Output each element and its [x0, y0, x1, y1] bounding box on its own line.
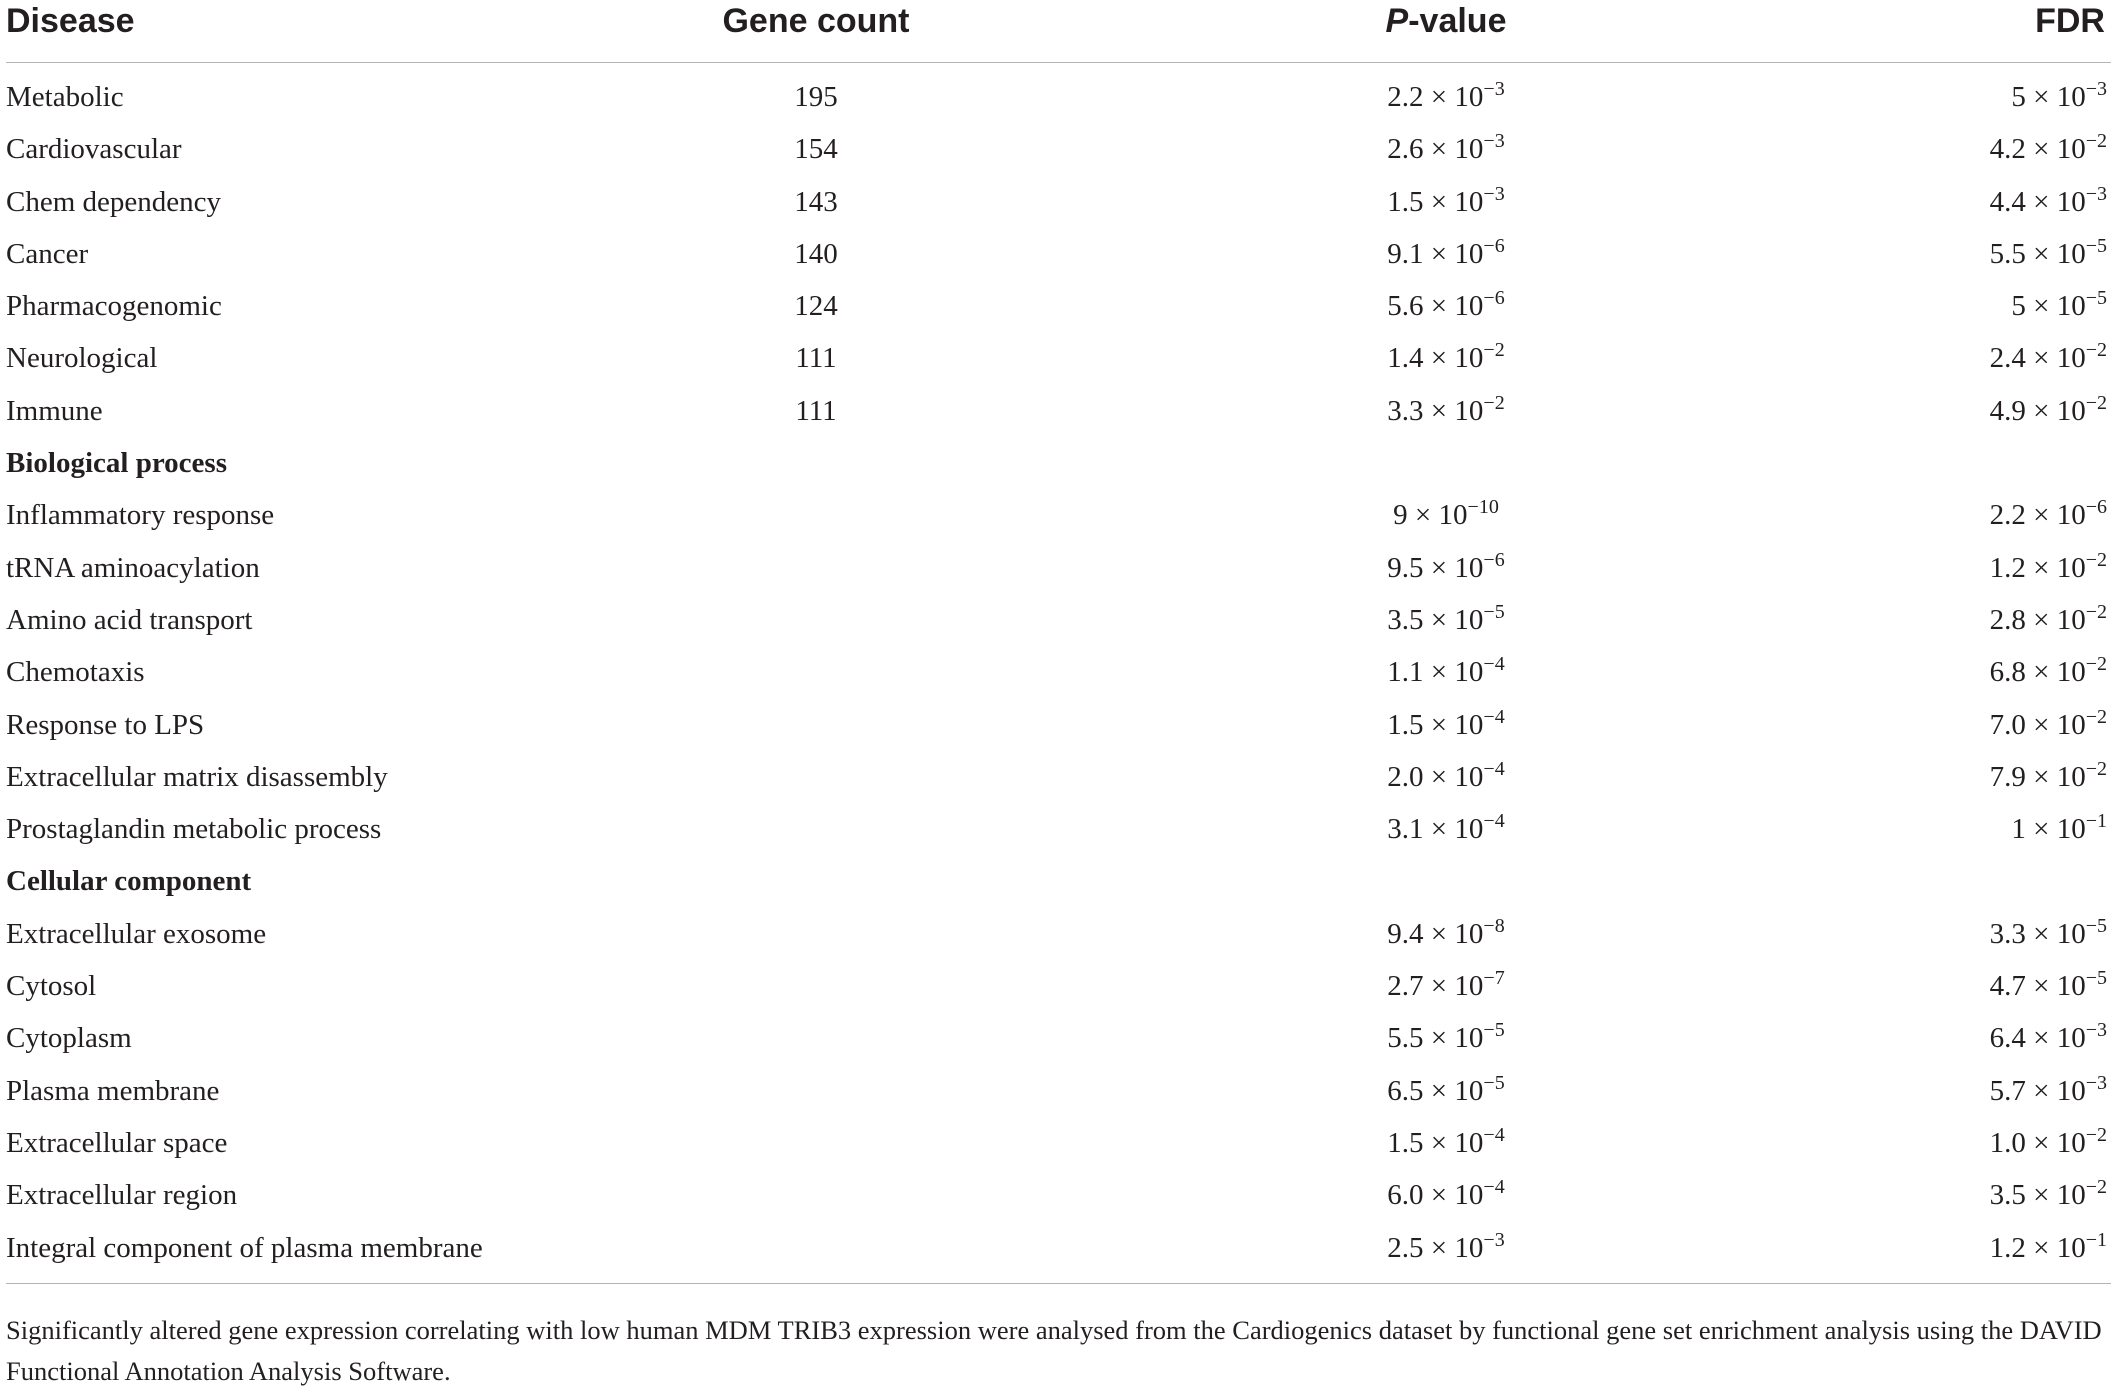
header-disease: Disease: [6, 2, 135, 40]
table-row: [6, 1171, 2111, 1223]
row-name: Chem dependency: [6, 185, 222, 218]
row-name: Cytosol: [6, 970, 97, 1003]
row-fdr: $5.5 \times 10^{-5}$: [1989, 234, 2107, 270]
table-row: [6, 1224, 2111, 1276]
row-p-value: $3.3 \times 10^{-2}$: [1387, 391, 1505, 427]
row-gene-count: 124: [794, 290, 838, 323]
row-fdr: $5 \times 10^{-5}$: [2011, 287, 2107, 323]
row-name: Neurological: [6, 342, 158, 375]
table-row: [6, 1067, 2111, 1119]
row-p-value: $9.4 \times 10^{-8}$: [1387, 914, 1505, 950]
table-row: [6, 334, 2111, 386]
row-p-value: $5.5 \times 10^{-5}$: [1387, 1019, 1505, 1055]
header-rule: [6, 62, 2111, 63]
table-row: [6, 753, 2111, 805]
row-fdr: $2.4 \times 10^{-2}$: [1989, 339, 2107, 375]
table-row: [6, 596, 2111, 648]
row-fdr: $1.0 \times 10^{-2}$: [1989, 1123, 2107, 1159]
table-row: [6, 387, 2111, 439]
header-gene-count: Gene count: [722, 2, 910, 40]
row-p-value: $1.5 \times 10^{-4}$: [1387, 1123, 1505, 1159]
row-name: Plasma membrane: [6, 1074, 220, 1107]
row-p-value: $1.5 \times 10^{-3}$: [1387, 182, 1505, 218]
row-fdr: $3.5 \times 10^{-2}$: [1989, 1176, 2107, 1212]
row-fdr: $7.9 \times 10^{-2}$: [1989, 757, 2107, 793]
table-row: [6, 230, 2111, 282]
row-p-value: $2.5 \times 10^{-3}$: [1387, 1228, 1505, 1264]
row-name: Integral component of plasma membrane: [6, 1231, 483, 1264]
row-name: Prostaglandin metabolic process: [6, 813, 382, 846]
row-name: Pharmacogenomic: [6, 290, 222, 323]
row-name: Amino acid transport: [6, 603, 253, 636]
row-fdr: $5.7 \times 10^{-3}$: [1989, 1071, 2107, 1107]
header-p-suffix: -value: [1408, 2, 1507, 40]
table-row: [6, 1014, 2111, 1066]
table-row: [6, 1119, 2111, 1171]
section-row: [6, 857, 2111, 909]
table-row: [6, 805, 2111, 857]
row-p-value: $5.6 \times 10^{-6}$: [1387, 287, 1505, 323]
bottom-rule: [6, 1283, 2111, 1284]
table-row: [6, 73, 2111, 125]
row-fdr: $2.2 \times 10^{-6}$: [1989, 496, 2107, 532]
table-header: [6, 0, 2111, 62]
table-footnote: Significantly altered gene expression correlating with low human MDM TRIB3 expression were analysed from the Cardiogenics dataset by functional gene set enrichment analysis using the DAVID Functional Annotation Analysis Software.: [6, 1315, 2102, 1386]
row-name: Chemotaxis: [6, 656, 145, 689]
table-body: [6, 73, 2111, 1276]
table-row: [6, 962, 2111, 1014]
table-row: [6, 178, 2111, 230]
section-row: [6, 439, 2111, 491]
row-p-value: $9.5 \times 10^{-6}$: [1387, 548, 1505, 584]
section-heading: Cellular component: [6, 865, 252, 898]
row-fdr: $4.2 \times 10^{-2}$: [1989, 130, 2107, 166]
row-p-value: $3.1 \times 10^{-4}$: [1387, 810, 1505, 846]
row-name: Inflammatory response: [6, 499, 275, 532]
row-p-value: $2.6 \times 10^{-3}$: [1387, 130, 1505, 166]
header-p-value: [1386, 2, 1507, 41]
row-fdr: $1.2 \times 10^{-1}$: [1989, 1228, 2107, 1264]
row-fdr: $4.9 \times 10^{-2}$: [1989, 391, 2107, 427]
row-name: Extracellular exosome: [6, 917, 267, 950]
row-fdr: $1 \times 10^{-1}$: [2011, 810, 2107, 846]
row-p-value: $3.5 \times 10^{-5}$: [1387, 600, 1505, 636]
row-gene-count: 195: [794, 81, 838, 113]
row-fdr: $5 \times 10^{-3}$: [2011, 78, 2107, 113]
row-fdr: $6.4 \times 10^{-3}$: [1989, 1019, 2107, 1055]
row-p-value: $6.0 \times 10^{-4}$: [1387, 1176, 1505, 1212]
section-heading: Biological process: [6, 447, 227, 480]
row-name: tRNA aminoacylation: [6, 551, 260, 584]
row-gene-count: 140: [794, 237, 838, 270]
row-gene-count: 154: [794, 133, 838, 166]
row-name: Cancer: [6, 237, 89, 270]
table-row: [6, 910, 2111, 962]
row-p-value: $2.7 \times 10^{-7}$: [1387, 967, 1505, 1003]
row-p-value: $9 \times 10^{-10}$: [1393, 496, 1499, 532]
enrichment-table: [6, 0, 2111, 1284]
table-row: [6, 701, 2111, 753]
table-row: [6, 282, 2111, 334]
table-row: [6, 125, 2111, 177]
row-fdr: $6.8 \times 10^{-2}$: [1989, 653, 2107, 689]
row-gene-count: 111: [795, 394, 837, 427]
row-name: Cardiovascular: [6, 133, 182, 166]
row-p-value: $1.1 \times 10^{-4}$: [1387, 653, 1505, 689]
row-fdr: $1.2 \times 10^{-2}$: [1989, 548, 2107, 584]
row-name: Response to LPS: [6, 708, 205, 741]
row-name: Extracellular matrix disassembly: [6, 760, 388, 793]
row-fdr: $2.8 \times 10^{-2}$: [1989, 600, 2107, 636]
row-fdr: $4.4 \times 10^{-3}$: [1989, 182, 2107, 218]
row-name: Metabolic: [6, 81, 124, 113]
header-p-letter: P: [1385, 2, 1409, 40]
row-name: Immune: [6, 394, 103, 427]
row-p-value: $6.5 \times 10^{-5}$: [1387, 1071, 1505, 1107]
table-row: [6, 491, 2111, 543]
header-fdr: FDR: [2035, 2, 2105, 40]
row-name: Cytoplasm: [6, 1022, 132, 1055]
table-row: [6, 648, 2111, 700]
row-gene-count: 111: [795, 342, 837, 375]
row-fdr: $3.3 \times 10^{-5}$: [1989, 914, 2107, 950]
row-gene-count: 143: [794, 185, 838, 218]
row-p-value: $9.1 \times 10^{-6}$: [1387, 234, 1505, 270]
row-name: Extracellular space: [6, 1126, 228, 1159]
row-p-value: $2.0 \times 10^{-4}$: [1387, 757, 1505, 793]
row-fdr: $4.7 \times 10^{-5}$: [1989, 967, 2107, 1003]
row-p-value: $1.5 \times 10^{-4}$: [1387, 705, 1505, 741]
row-p-value: $2.2 \times 10^{-3}$: [1387, 78, 1505, 113]
row-p-value: $1.4 \times 10^{-2}$: [1387, 339, 1505, 375]
row-fdr: $7.0 \times 10^{-2}$: [1989, 705, 2107, 741]
row-name: Extracellular region: [6, 1179, 238, 1212]
table-row: [6, 544, 2111, 596]
